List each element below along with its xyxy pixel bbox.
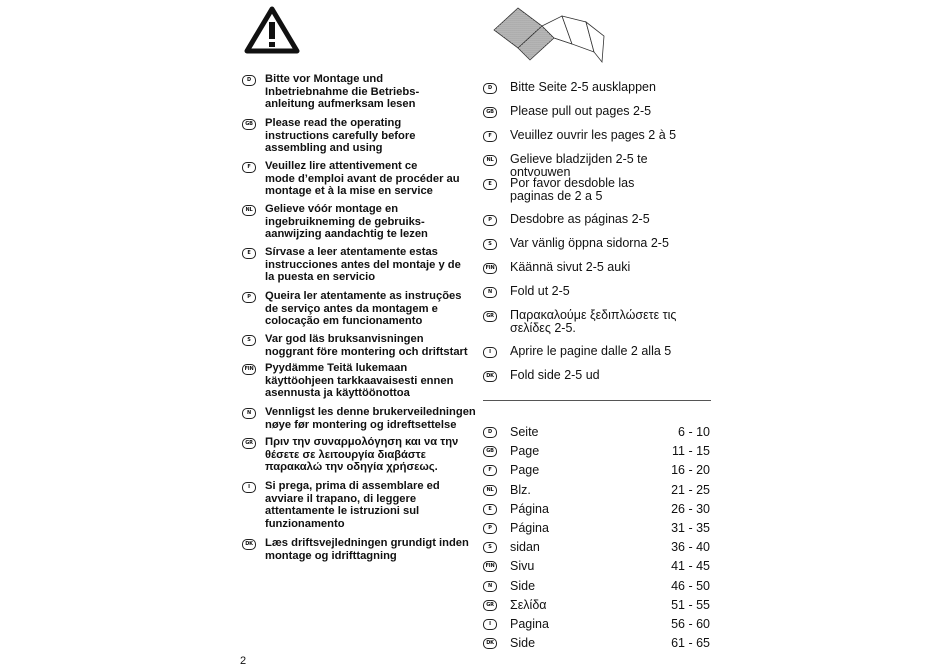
language-badge: S [483,542,497,553]
foldout-text: Var vänlig öppna sidorna 2-5 [510,236,669,250]
language-badge: DK [483,638,497,649]
index-label: Pagina [510,617,549,631]
language-badge: GR [483,600,497,611]
index-pages: 31 - 35 [671,521,710,535]
language-badge: I [242,482,256,493]
index-pages: 26 - 30 [671,501,710,516]
language-badge: E [242,248,256,259]
language-badge: F [242,162,256,173]
foldout-text: Gelieve bladzijden 2-5 te ontvouwen [510,152,648,179]
index-pages: 36 - 40 [671,540,710,555]
language-badge: GR [483,311,497,322]
language-badge: DK [242,539,256,550]
foldout-text: Fold side 2-5 ud [510,368,600,382]
language-badge: P [483,215,497,226]
language-badge: FIN [483,561,497,572]
index-label: Σελίδα [510,597,547,612]
language-badge: N [483,287,497,298]
folded-pages-icon [490,2,610,64]
foldout-text: Fold ut 2-5 [510,284,570,298]
language-badge: GB [242,119,256,130]
language-badge: P [483,523,497,534]
index-pages: 46 - 50 [671,578,710,593]
index-pages: 16 - 20 [671,463,710,478]
warning-text: Vennligst les denne brukerveiledningen nøye før montering og idreftsettelse [265,406,476,431]
language-badge: S [483,239,497,250]
foldout-text: Veuillez ouvrir les pages 2 à 5 [510,128,677,142]
foldout-text: Käännä sivut 2-5 auki [510,260,631,274]
language-badge: F [483,131,497,142]
index-pages: 61 - 65 [671,636,710,651]
index-label: Side [510,636,536,651]
language-badge: D [483,427,497,438]
index-label: Page [510,444,540,459]
language-badge: I [483,619,497,630]
index-label: Page [510,463,540,478]
page-number: 2 [240,655,247,667]
language-badge: N [483,581,497,592]
foldout-text: Παρακαλούμε ξεδιπλώσετε τις σελίδες 2-5. [510,308,677,335]
language-badge: S [242,335,256,346]
index-label: Sivu [510,559,535,574]
foldout-text: Please pull out pages 2-5 [510,104,652,118]
warning-text: Πριν την συναρμολόγηση και να την θέσετε σε λειτουργία διαβάστε παρακαλώ την οδηγία χρήσεως. [265,436,459,474]
language-badge: GB [483,446,497,457]
foldout-text: Aprire le pagine dalle 2 alla 5 [510,344,672,358]
language-badge: I [483,347,497,358]
index-label: Página [510,521,549,535]
language-badge: GB [483,107,497,118]
language-badge: E [483,179,497,190]
warning-text: Sírvase a leer atentamente estas instrucciones antes del montaje y de la puesta en servicio [265,246,461,284]
language-badge: F [483,465,497,476]
language-badge: E [483,504,497,515]
warning-text: Si prega, prima di assemblare ed avviare il trapano, di leggere attentamente le istruzioni sul funzionamento [265,480,440,530]
language-badge: DK [483,371,497,382]
index-label: Blz. [510,482,531,497]
language-badge: NL [242,205,256,216]
warning-text: Læs driftsvejledningen grundigt inden montage og idrifttagning [265,537,469,562]
index-label: Seite [510,425,539,439]
language-badge: D [483,83,497,94]
language-badge: NL [483,485,497,496]
foldout-text: Bitte Seite 2-5 ausklappen [510,80,656,94]
index-pages: 6 - 10 [678,425,710,439]
language-badge: P [242,292,256,303]
language-badge: FIN [242,364,256,375]
warning-triangle-icon [244,6,300,54]
index-label: sidan [510,540,540,555]
index-pages: 51 - 55 [671,597,710,612]
language-badge: N [242,408,256,419]
warning-text: Veuillez lire attentivement ce mode d’emploi avant de procéder au montage et à la mise en service [265,160,460,198]
language-badge: D [242,75,256,86]
language-badge: GR [242,438,256,449]
warning-text: Pyydämme Teitä lukemaan käyttöohjeen tarkkaavaisesti ennen asennusta ja käyttöönottoa [265,362,454,400]
language-badge: FIN [483,263,497,274]
index-pages: 41 - 45 [671,559,710,574]
index-label: Página [510,501,549,516]
warning-text: Var god läs bruksanvisningen noggrant före montering och driftstart [265,333,468,358]
index-pages: 11 - 15 [672,444,710,459]
warning-text: Bitte vor Montage und Inbetriebnahme die Betriebs- anleitung aufmerksam lesen [265,73,420,111]
index-pages: 21 - 25 [671,482,710,497]
warning-text: Queira ler atentamente as instruções de serviço antes da montagem e colocação em funcionamento [265,290,462,328]
warning-text: Please read the operating instructions carefully before assembling and using [265,117,416,155]
section-divider [483,400,711,401]
language-badge: NL [483,155,497,166]
foldout-text: Desdobre as páginas 2-5 [510,212,650,226]
index-label: Side [510,578,536,593]
warning-text: Gelieve vóór montage en ingebruikneming de gebruiks- aanwijzing aandachtig te lezen [265,203,428,241]
index-pages: 56 - 60 [671,617,710,631]
foldout-text: Por favor desdoble las paginas de 2 a 5 [510,176,635,203]
